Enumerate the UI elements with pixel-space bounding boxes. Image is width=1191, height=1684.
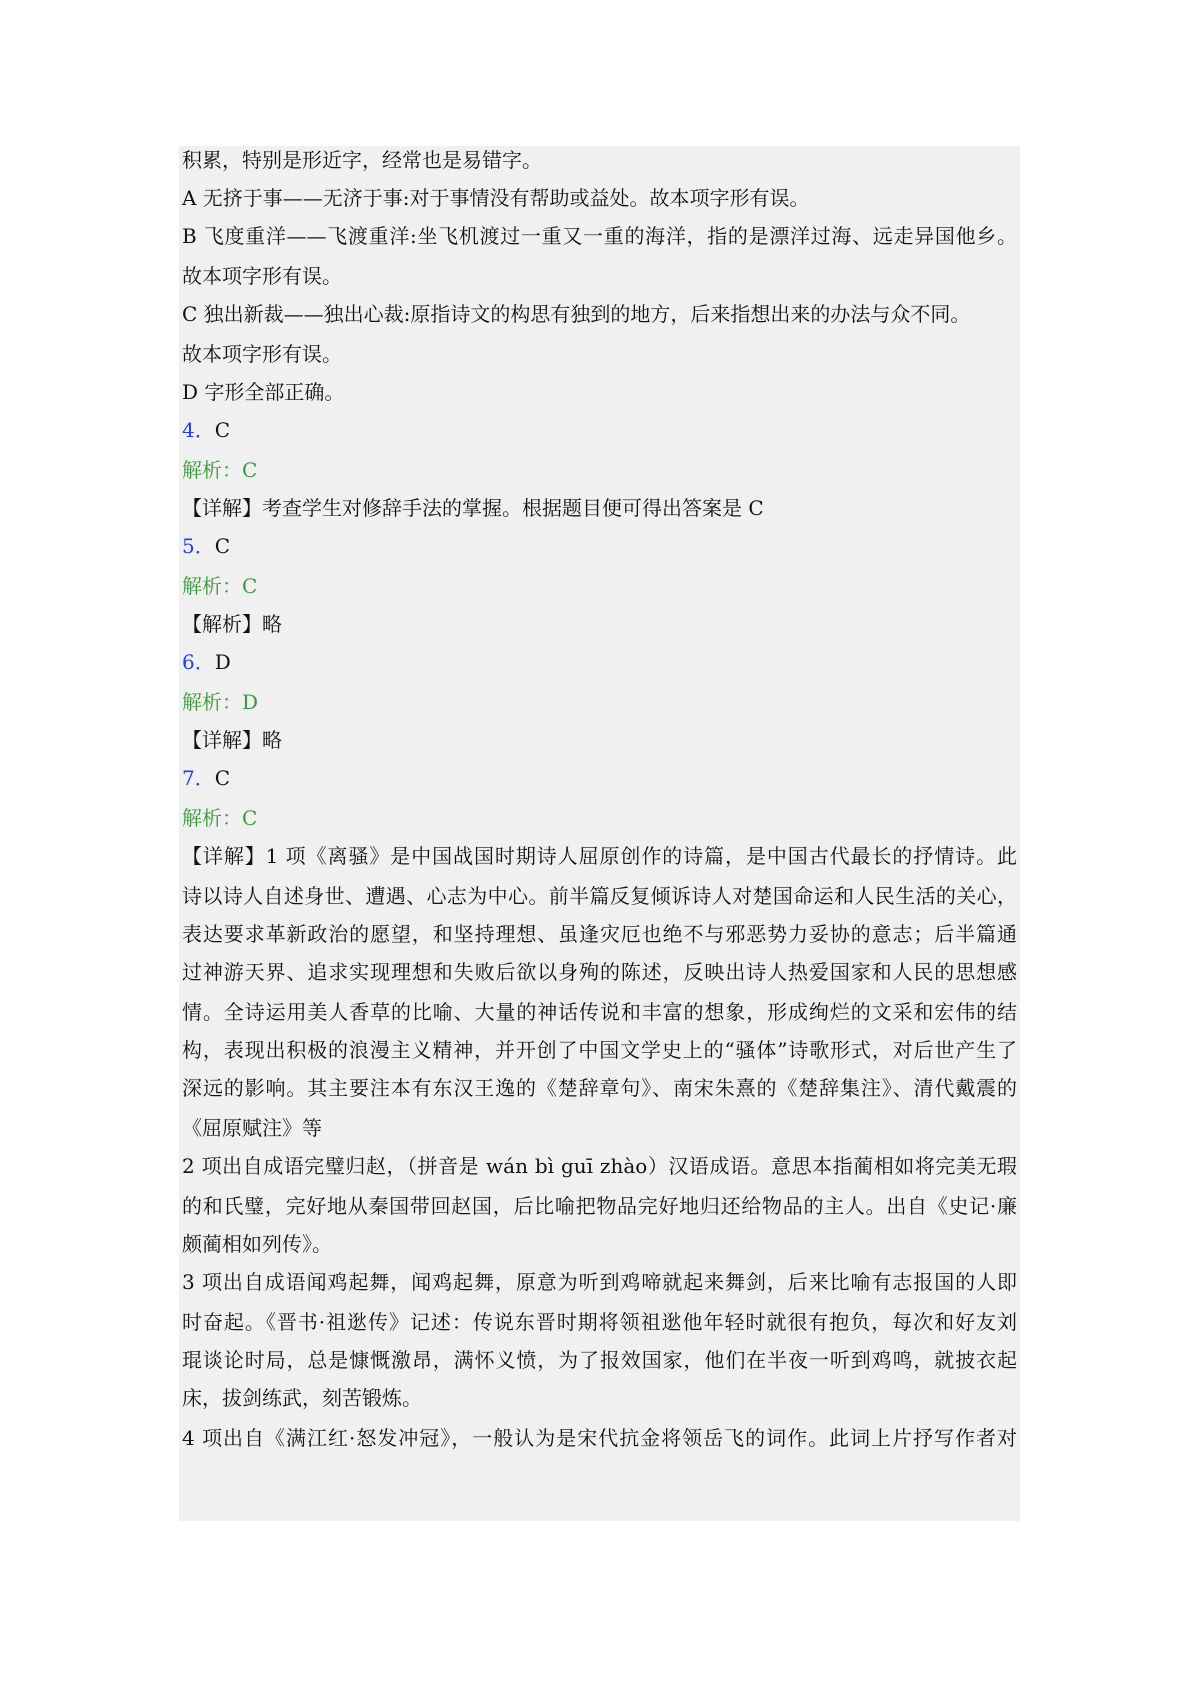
text-line: 2 项出自成语完璧归赵，（拼音是 wán bì guī zhào）汉语成语。意思本指蔺相如将完美无瑕: [182, 1154, 1017, 1178]
question-answer: C: [214, 534, 231, 558]
text-line: 表达要求革新政治的愿望，和坚持理想、虽逢灾厄也绝不与邪恶势力妥协的意志；后半篇通: [182, 922, 1017, 946]
text-line: 时奋起。《晋书·祖逖传》记述：传说东晋时期将领祖逖他年轻时就很有抱负，每次和好友刘: [182, 1310, 1017, 1334]
document-page: [179, 146, 1020, 1521]
text-line: 【详解】考查学生对修辞手法的掌握。根据题目便可得出答案是 C: [182, 496, 764, 520]
question-answer: D: [214, 650, 231, 674]
question-answer: C: [214, 766, 231, 790]
text-line: 《屈原赋注》等: [182, 1116, 322, 1140]
text-line: 过神游天界、追求实现理想和失败后欲以身殉的陈述，反映出诗人热爱国家和人民的思想感: [182, 960, 1017, 984]
question-number: 5．: [182, 534, 215, 558]
question-number: 6．: [182, 650, 215, 674]
text-line: 的和氏璧，完好地从秦国带回赵国，后比喻把物品完好地归还给物品的主人。出自《史记·廉: [182, 1194, 1017, 1218]
analysis-label: 解析：C: [182, 574, 258, 598]
text-line: 4 项出自《满江红·怒发冲冠》，一般认为是宋代抗金将领岳飞的词作。此词上片抒写作者对: [182, 1426, 1017, 1450]
question-answer-line: [182, 764, 230, 792]
text-line: 颇蔺相如列传》。: [182, 1232, 332, 1256]
question-number: 7．: [182, 766, 215, 790]
question-answer: C: [214, 418, 231, 442]
text-line: A 无挤于事——无济于事:对于事情没有帮助或益处。故本项字形有误。: [182, 186, 810, 210]
text-line: 3 项出自成语闻鸡起舞，闻鸡起舞，原意为听到鸡啼就起来舞剑，后来比喻有志报国的人即: [182, 1270, 1017, 1294]
analysis-label: 解析：C: [182, 806, 258, 830]
text-line: 【解析】略: [182, 612, 282, 636]
analysis-label: 解析：C: [182, 458, 258, 482]
question-answer-line: [182, 648, 231, 676]
text-line: C 独出新裁——独出心裁:原指诗文的构思有独到的地方，后来指想出来的办法与众不同。: [182, 302, 971, 326]
text-line: 情。全诗运用美人香草的比喻、大量的神话传说和丰富的想象，形成绚烂的文采和宏伟的结: [182, 1000, 1017, 1024]
analysis-label: 解析：D: [182, 690, 259, 714]
text-line: B 飞度重洋——飞渡重洋:坐飞机渡过一重又一重的海洋，指的是漂洋过海、远走异国他乡。: [182, 224, 1017, 248]
question-answer-line: [182, 416, 230, 444]
text-line: 深远的影响。其主要注本有东汉王逸的《楚辞章句》、南宋朱熹的《楚辞集注》、清代戴震的: [182, 1076, 1017, 1100]
text-line: 诗以诗人自述身世、遭遇、心志为中心。前半篇反复倾诉诗人对楚国命运和人民生活的关心，: [182, 884, 1017, 908]
text-line: 故本项字形有误。: [182, 342, 342, 366]
text-line: 【详解】1 项《离骚》是中国战国时期诗人屈原创作的诗篇，是中国古代最长的抒情诗。此: [182, 844, 1017, 868]
text-line: 床，拔剑练武，刻苦锻炼。: [182, 1386, 422, 1410]
text-line: 琨谈论时局，总是慷慨激昂，满怀义愤，为了报效国家，他们在半夜一听到鸡鸣，就披衣起: [182, 1348, 1017, 1372]
question-number: 4．: [182, 418, 215, 442]
text-line: D 字形全部正确。: [182, 380, 345, 404]
text-line: 【详解】略: [182, 728, 282, 752]
text-line: 积累，特别是形近字，经常也是易错字。: [182, 148, 542, 172]
question-answer-line: [182, 532, 230, 560]
text-line: 故本项字形有误。: [182, 264, 342, 288]
text-line: 构，表现出积极的浪漫主义精神，并开创了中国文学史上的“骚体”诗歌形式，对后世产生了: [182, 1038, 1017, 1062]
